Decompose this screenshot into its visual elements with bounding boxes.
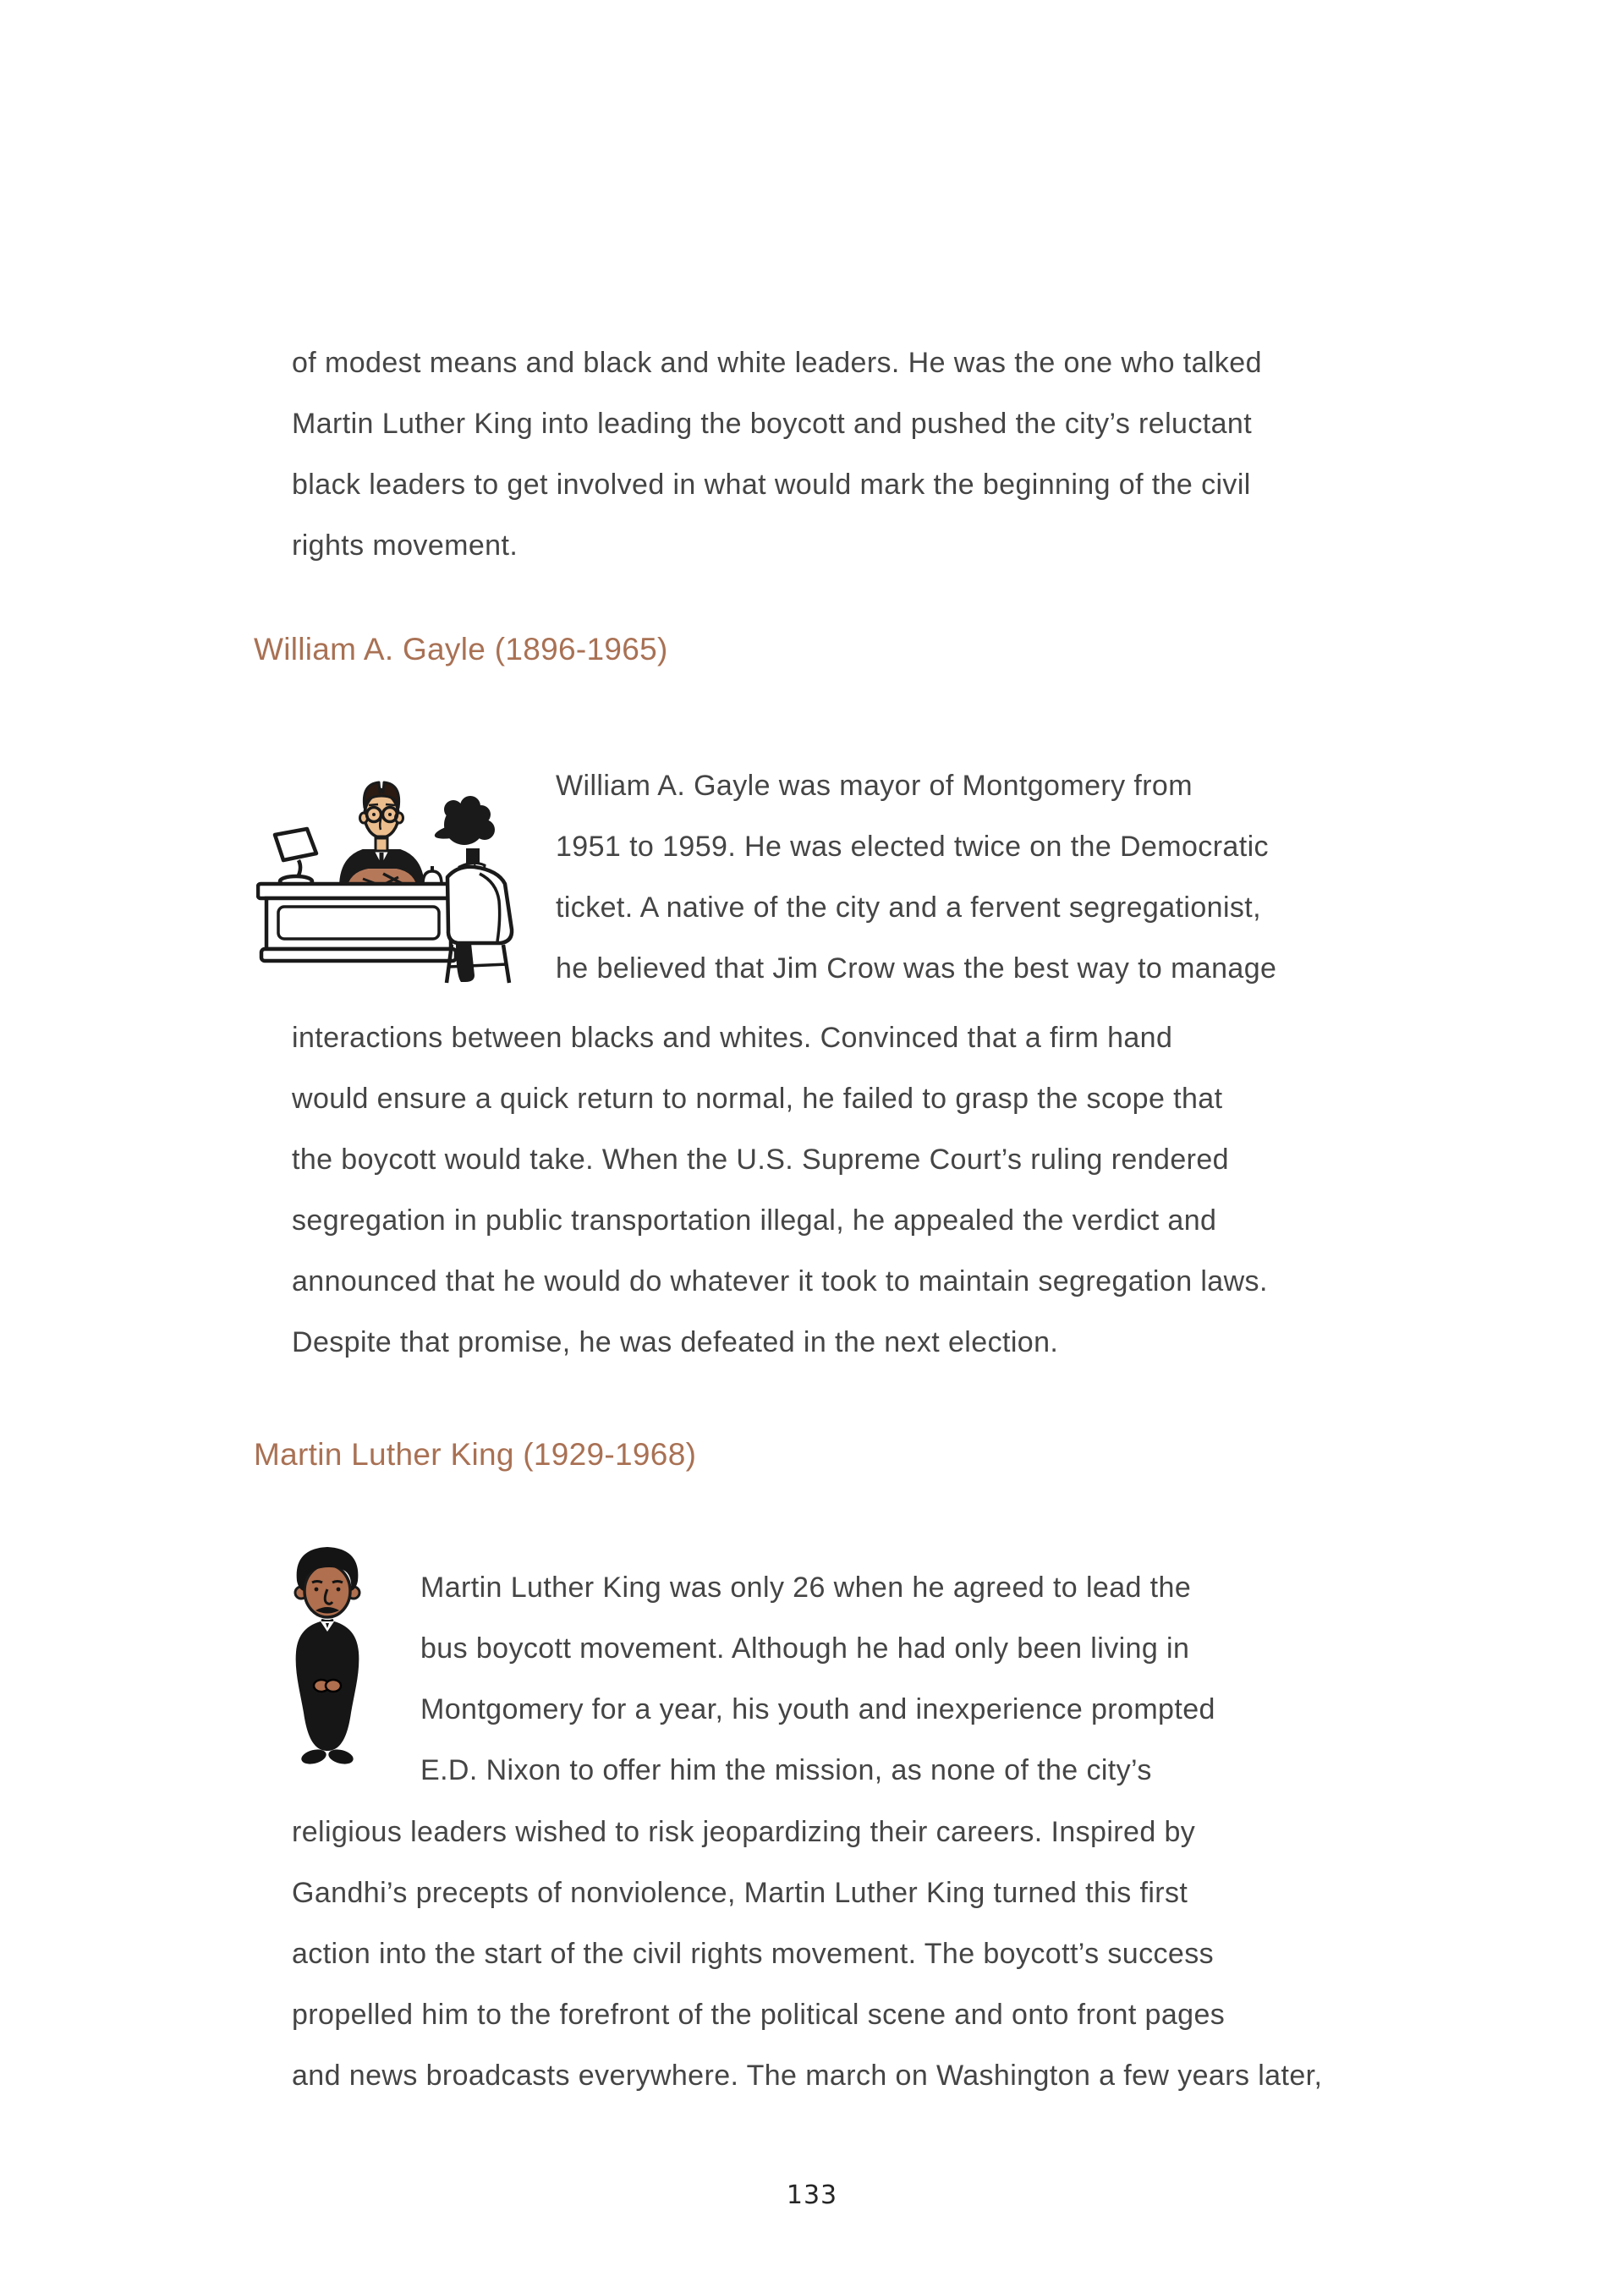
intro-paragraph [292, 332, 1262, 576]
illustration-mlk [285, 1544, 370, 1770]
text-line: Martin Luther King into leading the boycott and pushed the city’s reluctant [292, 408, 1253, 440]
text-line: propelled him to the forefront of the political scene and onto front pages [292, 1999, 1226, 2031]
section-heading-martin-luther-king: Martin Luther King (1929-1968) [254, 1437, 697, 1472]
text-line: black leaders to get involved in what would mark the beginning of the civil [292, 469, 1251, 501]
text-line: Martin Luther King was only 26 when he agreed to lead the [420, 1572, 1192, 1604]
mlk-figure [295, 1547, 359, 1766]
section-heading-william-gayle: William A. Gayle (1896-1965) [254, 632, 668, 667]
text-line: religious leaders wished to risk jeopardizing their careers. Inspired by [292, 1816, 1196, 1848]
text-line: segregation in public transportation illegal, he appealed the verdict and [292, 1204, 1217, 1237]
page-number: 133 [786, 2181, 838, 2210]
text-line: action into the start of the civil rights movement. The boycott’s success [292, 1938, 1214, 1970]
text-line: bus boycott movement. Although he had only been living in [420, 1632, 1190, 1665]
mlk-full-paragraph [292, 1802, 1322, 2106]
desk-lamp-icon [275, 829, 316, 886]
mlk-beside-paragraph [420, 1557, 1215, 1801]
illustration-mayor-desk [256, 764, 518, 985]
text-line: ticket. A native of the city and a fervent segregationist, [556, 891, 1262, 924]
text-line: he believed that Jim Crow was the best way to manage [556, 952, 1277, 985]
gayle-beside-paragraph [556, 755, 1276, 999]
text-line: E.D. Nixon to offer him the mission, as none of the city’s [420, 1754, 1152, 1786]
text-line: Gandhi’s precepts of nonviolence, Martin Luther King turned this first [292, 1877, 1188, 1909]
gayle-full-paragraph [292, 1007, 1268, 1373]
text-line: Despite that promise, he was defeated in the next election. [292, 1326, 1059, 1358]
text-line: 1951 to 1959. He was elected twice on the Democratic [556, 831, 1269, 863]
mayor-figure [341, 782, 423, 894]
text-line: William A. Gayle was mayor of Montgomery from [556, 770, 1193, 802]
text-line: and news broadcasts everywhere. The march on Washington a few years later, [292, 2060, 1323, 2092]
desk [258, 884, 459, 961]
text-line: of modest means and black and white leaders. He was the one who talked [292, 347, 1262, 379]
text-line: interactions between blacks and whites. Convinced that a firm hand [292, 1022, 1173, 1054]
mlk-drawing [285, 1544, 370, 1770]
text-line: announced that he would do whatever it took to maintain segregation laws. [292, 1265, 1268, 1297]
mayor-desk-drawing [256, 764, 518, 985]
text-line: rights movement. [292, 529, 518, 562]
text-line: the boycott would take. When the U.S. Supreme Court’s ruling rendered [292, 1144, 1229, 1176]
text-line: Montgomery for a year, his youth and inexperience prompted [420, 1693, 1215, 1725]
text-line: would ensure a quick return to normal, he failed to grasp the scope that [292, 1083, 1223, 1115]
